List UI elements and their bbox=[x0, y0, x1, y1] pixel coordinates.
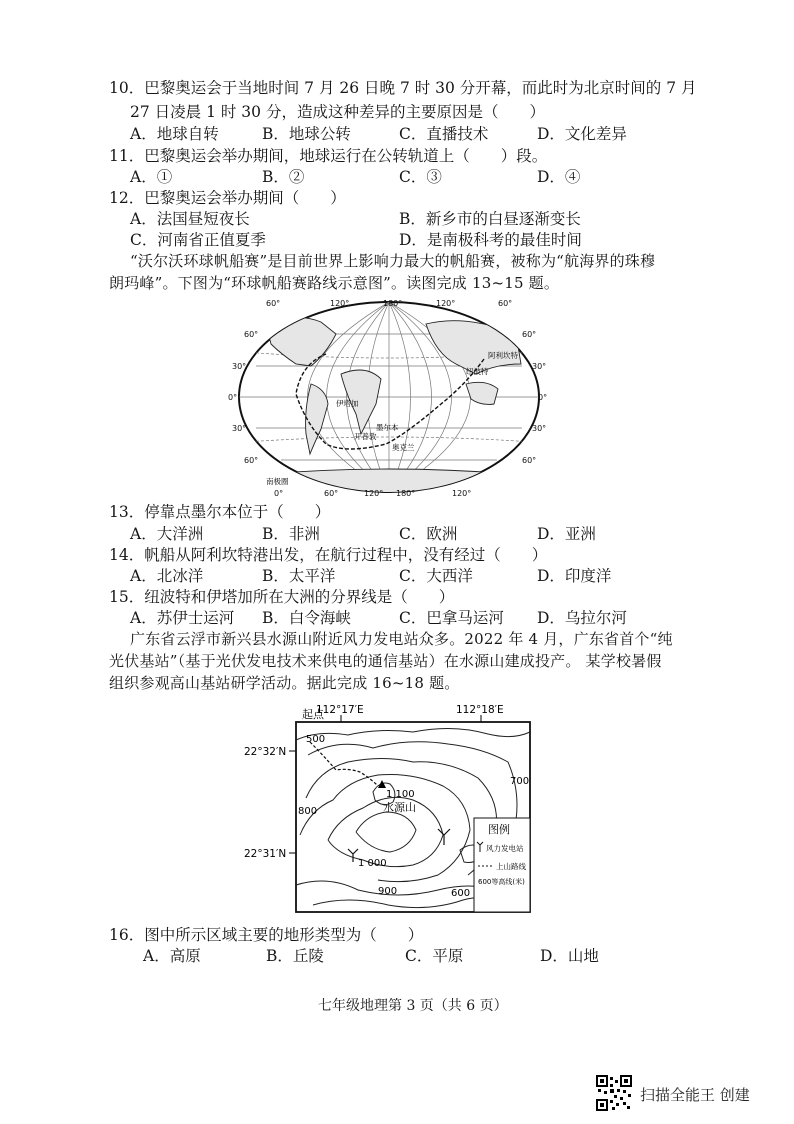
q16-line-1: 16．图中所示区域主要的地形类型为（ ） bbox=[109, 926, 424, 944]
legend-title: 图例 bbox=[488, 823, 510, 836]
page-footer: 七年级地理第 3 页（共 6 页） bbox=[318, 998, 508, 1014]
right-lat-1: 60° bbox=[522, 330, 537, 339]
label-melbourne: 墨尔本 bbox=[376, 423, 399, 432]
world-route-map bbox=[226, 294, 552, 500]
q16-option-c: C．平原 bbox=[405, 947, 464, 965]
q10-option-a: A．地球自转 bbox=[130, 125, 219, 143]
q16-option-d: D．山地 bbox=[540, 947, 599, 965]
q13-option-a: A．大洋洲 bbox=[130, 525, 204, 543]
top-lon-4: 120° bbox=[436, 299, 456, 308]
q10-line-1: 10．巴黎奥运会于当地时间 7 月 26 日晚 7 时 30 分开幕，而此时为北京时间的 7 月 bbox=[109, 79, 697, 97]
intro-13-15-line-2: 朗玛峰”。下图为“环球帆船赛路线示意图”。读图完成 13~15 题。 bbox=[109, 274, 560, 292]
q15-option-a: A．苏伊士运河 bbox=[130, 609, 235, 627]
legend-route: 上山路线 bbox=[496, 862, 526, 871]
q15-option-d: D．乌拉尔河 bbox=[537, 609, 627, 627]
q11-option-c: C．③ bbox=[399, 168, 442, 186]
contour-label-900: 900 bbox=[378, 886, 398, 897]
q13-option-b: B．非洲 bbox=[262, 525, 320, 543]
q15-line-1: 15．纽波特和伊塔加所在大洲的分界线是（ ） bbox=[109, 588, 455, 606]
topo-lat-1: 22°32′N bbox=[244, 746, 287, 758]
left-lat-2: 30° bbox=[232, 362, 247, 371]
q12-option-d: D．是南极科考的最佳时间 bbox=[399, 231, 582, 249]
q14-option-a: A．北冰洋 bbox=[130, 567, 204, 585]
topo-lat-2: 22°31′N bbox=[244, 848, 287, 860]
right-lat-4: 30° bbox=[532, 424, 547, 433]
label-capetown: 开普敦 bbox=[354, 432, 377, 441]
intro-16-18-line-3: 组织参观高山基站研学活动。据此完成 16~18 题。 bbox=[109, 674, 460, 692]
right-lat-5: 60° bbox=[522, 456, 537, 465]
q10-option-b: B．地球公转 bbox=[262, 125, 351, 143]
contour-label-700: 700 bbox=[510, 776, 530, 787]
label-newport: 纽波特 bbox=[466, 367, 489, 376]
intro-16-18-line-2: 光伏基站”（基于光伏发电技术来供电的通信基站）在水源山建成投产。 某学校暑假 bbox=[109, 652, 662, 670]
intro-16-18-line-1: 广东省云浮市新兴县水源山附近风力发电站众多。2022 年 4 月，广东省首个“纯 bbox=[130, 630, 673, 648]
q16-option-a: A．高原 bbox=[143, 947, 201, 965]
q10-option-d: D．文化差异 bbox=[537, 125, 627, 143]
q15-option-c: C．巴拿马运河 bbox=[399, 609, 504, 627]
left-lat-3: 0° bbox=[228, 393, 238, 402]
bottom-lon-1: 0° bbox=[274, 489, 284, 498]
bottom-lon-2: 60° bbox=[324, 489, 339, 498]
legend-wind-station: 风力发电站 bbox=[486, 844, 524, 853]
q15-option-b: B．白令海峡 bbox=[262, 609, 351, 627]
mountain-name: 水源山 bbox=[383, 801, 416, 814]
q13-option-d: D．亚洲 bbox=[537, 525, 596, 543]
q14-line-1: 14．帆船从阿利坎特港出发，在航行过程中，没有经过（ ） bbox=[109, 546, 548, 564]
topo-lon-2: 112°18′E bbox=[456, 704, 504, 716]
q12-line-1: 12．巴黎奥运会举办期间（ ） bbox=[109, 189, 346, 207]
legend-contour: 600等高线(米) bbox=[478, 878, 525, 886]
watermark-text: 扫描全能王 创建 bbox=[640, 1086, 750, 1104]
right-lat-2: 30° bbox=[532, 362, 547, 371]
q12-option-b: B．新乡市的白昼逐渐变长 bbox=[399, 210, 581, 228]
contour-label-1000: 1 000 bbox=[358, 858, 387, 869]
contour-label-800: 800 bbox=[298, 806, 318, 817]
bottom-lon-3: 120° bbox=[364, 489, 384, 498]
bottom-lon-4: 180° bbox=[396, 489, 416, 498]
q10-line-2: 27 日凌晨 1 时 30 分，造成这种差异的主要原因是（ ） bbox=[130, 103, 545, 121]
q14-option-d: D．印度洋 bbox=[537, 567, 612, 585]
contour-label-500: 500 bbox=[306, 734, 326, 745]
left-lat-4: 30° bbox=[232, 424, 247, 433]
q14-option-b: B．太平洋 bbox=[262, 567, 336, 585]
q12-option-c: C．河南省正值夏季 bbox=[130, 231, 266, 249]
q13-option-c: C．欧洲 bbox=[399, 525, 458, 543]
q11-option-a: A．① bbox=[130, 168, 173, 186]
topo-lon-1: 112°17′E bbox=[316, 704, 364, 716]
q10-option-c: C．直播技术 bbox=[399, 125, 489, 143]
start-point-label: 起点 bbox=[302, 708, 324, 721]
top-lon-1: 60° bbox=[266, 299, 281, 308]
q12-option-a: A．法国昼短夜长 bbox=[130, 210, 250, 228]
label-auckland: 奥克兰 bbox=[392, 443, 415, 452]
intro-13-15-line-1: “沃尔沃环球帆船赛”是目前世界上影响力最大的帆船赛，被称为“航海界的珠穆 bbox=[130, 252, 656, 270]
q11-line-1: 11．巴黎奥运会举办期间，地球运行在公转轨道上（ ）段。 bbox=[109, 147, 548, 165]
q13-line-1: 13．停靠点墨尔本位于（ ） bbox=[109, 503, 331, 521]
left-lat-5: 60° bbox=[244, 456, 259, 465]
label-antarctic-circle: 南极圈 bbox=[266, 477, 289, 486]
q16-option-b: B．丘陵 bbox=[266, 947, 324, 965]
bottom-lon-5: 120° bbox=[452, 489, 472, 498]
left-lat-1: 60° bbox=[244, 330, 259, 339]
summit-elevation: 1 100 bbox=[386, 789, 415, 800]
q11-option-b: B．② bbox=[262, 168, 305, 186]
top-lon-2: 120° bbox=[330, 299, 350, 308]
qr-code-icon bbox=[596, 1075, 632, 1111]
top-lon-5: 60° bbox=[498, 299, 513, 308]
label-itajai: 伊塔加 bbox=[336, 399, 359, 408]
label-alicante: 阿利坎特 bbox=[488, 351, 518, 360]
q11-option-d: D．④ bbox=[537, 168, 581, 186]
top-lon-3: 180° bbox=[383, 299, 403, 308]
topo-map bbox=[238, 700, 536, 918]
q14-option-c: C．大西洋 bbox=[399, 567, 473, 585]
right-lat-3: 0° bbox=[538, 393, 548, 402]
contour-label-600: 600 bbox=[451, 888, 471, 899]
